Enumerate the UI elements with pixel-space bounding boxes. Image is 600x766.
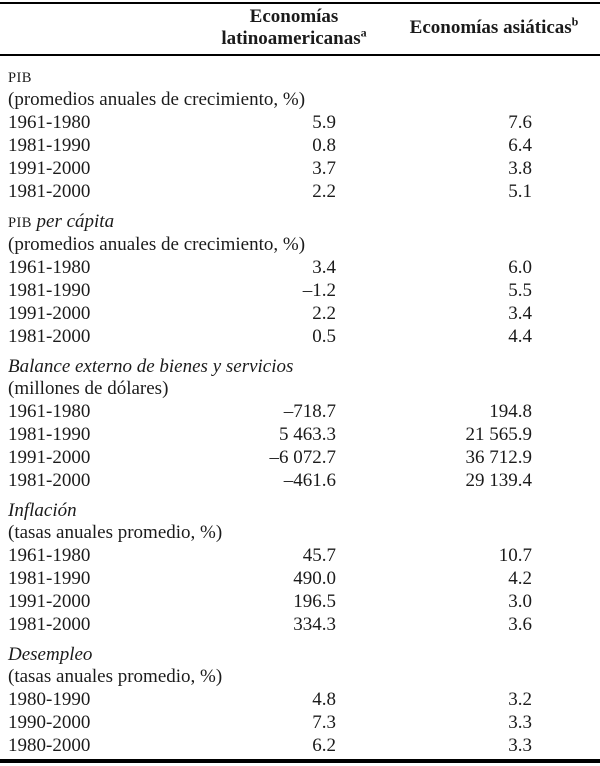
row-period-label: 1981-1990 [8,424,91,445]
column-header-asiaticas [394,14,594,39]
value-latinoamericanas: 0.8 [312,135,336,156]
table-row [0,446,600,469]
value-latinoamericanas: 3.7 [312,158,336,179]
table-row [0,734,600,757]
table-row [0,325,600,348]
value-asiaticas: 10.7 [498,545,532,566]
value-asiaticas: 5.5 [508,280,532,301]
column-header-asia-text: Economías asiáticas [409,17,572,38]
row-period-label: 1961-1980 [8,257,91,278]
value-asiaticas: 3.4 [508,303,532,324]
value-asiaticas: 5.1 [508,181,532,202]
value-asiaticas: 21 565.9 [465,424,532,445]
table-row [0,423,600,446]
section-subtitle: (millones de dólares) [8,378,169,399]
section-title [0,66,600,89]
table-header [0,6,600,50]
table-row [0,111,600,134]
table-row [0,302,600,325]
row-period-label: 1991-2000 [8,447,91,468]
value-asiaticas: 3.3 [508,735,532,756]
value-asiaticas: 4.4 [508,326,532,347]
section-title-italic: Inflación [8,500,77,521]
table-section [0,644,600,757]
section-title-acronym: PIB [8,215,32,231]
row-period-label: 1980-2000 [8,735,91,756]
value-asiaticas: 29 139.4 [465,470,532,491]
value-latinoamericanas: 5 463.3 [279,424,336,445]
value-latinoamericanas: 334.3 [293,614,336,635]
value-asiaticas: 3.0 [508,591,532,612]
value-asiaticas: 3.2 [508,689,532,710]
section-title [0,644,600,666]
value-asiaticas: 194.8 [489,401,532,422]
value-latinoamericanas: 2.2 [312,303,336,324]
row-period-label: 1961-1980 [8,545,91,566]
table-row [0,134,600,157]
row-period-label: 1991-2000 [8,591,91,612]
value-latinoamericanas: 3.4 [312,257,336,278]
section-title [0,500,600,522]
section-title-italic: per cápita [36,211,115,232]
column-header-latam-line1: Economías [249,6,339,27]
value-latinoamericanas: 196.5 [293,591,336,612]
table-row [0,613,600,636]
section-title [0,356,600,378]
value-latinoamericanas: 6.2 [312,735,336,756]
value-latinoamericanas: 490.0 [293,568,336,589]
table-row [0,157,600,180]
section-title-acronym: PIB [8,70,32,86]
value-latinoamericanas: 4.8 [312,689,336,710]
table-section [0,66,600,203]
row-period-label: 1981-1990 [8,135,91,156]
table-row [0,279,600,302]
value-asiaticas: 3.6 [508,614,532,635]
row-period-label: 1981-2000 [8,326,91,347]
value-latinoamericanas: –6 072.7 [269,447,336,468]
row-period-label: 1981-1990 [8,280,91,301]
row-period-label: 1991-2000 [8,303,91,324]
value-latinoamericanas: 5.9 [312,112,336,133]
value-latinoamericanas: –718.7 [283,401,336,422]
table-section [0,500,600,636]
table-section [0,356,600,492]
section-subtitle: (tasas anuales promedio, %) [8,522,223,543]
value-latinoamericanas: 7.3 [312,712,336,733]
value-asiaticas: 3.8 [508,158,532,179]
value-asiaticas: 4.2 [508,568,532,589]
value-asiaticas: 36 712.9 [465,447,532,468]
row-period-label: 1961-1980 [8,112,91,133]
value-asiaticas: 7.6 [508,112,532,133]
value-asiaticas: 3.3 [508,712,532,733]
table-row [0,544,600,567]
top-rule [0,2,600,4]
row-period-label: 1981-1990 [8,568,91,589]
footnote-marker-a: a [360,25,367,40]
bottom-rule [0,759,600,763]
table-row [0,469,600,492]
value-latinoamericanas: –461.6 [283,470,336,491]
row-period-label: 1980-1990 [8,689,91,710]
table-row [0,567,600,590]
section-title-italic: Desempleo [8,644,93,665]
section-subtitle: (tasas anuales promedio, %) [8,666,223,687]
value-asiaticas: 6.0 [508,257,532,278]
header-rule [0,54,600,56]
section-subtitle: (promedios anuales de crecimiento, %) [8,89,306,110]
footnote-marker-b: b [571,14,579,29]
row-period-label: 1981-2000 [8,470,91,491]
section-title [0,211,600,234]
table-row [0,590,600,613]
value-latinoamericanas: 45.7 [302,545,336,566]
table-row [0,711,600,734]
row-period-label: 1991-2000 [8,158,91,179]
table-row [0,256,600,279]
row-period-label: 1981-2000 [8,614,91,635]
table-row [0,688,600,711]
column-header-latam-line2 [194,25,394,50]
table-row [0,400,600,423]
row-period-label: 1981-2000 [8,181,91,202]
value-asiaticas: 6.4 [508,135,532,156]
section-subtitle: (promedios anuales de crecimiento, %) [8,234,306,255]
row-period-label: 1990-2000 [8,712,91,733]
table-body [0,58,600,757]
column-header-latinoamericanas [194,6,394,50]
column-header-latam-text: latinoamericanas [221,28,361,49]
row-period-label: 1961-1980 [8,401,91,422]
value-latinoamericanas: 2.2 [312,181,336,202]
value-latinoamericanas: –1.2 [302,280,336,301]
value-latinoamericanas: 0.5 [312,326,336,347]
table-row [0,180,600,203]
section-title-italic: Balance externo de bienes y servicios [8,356,294,377]
table-section [0,211,600,348]
